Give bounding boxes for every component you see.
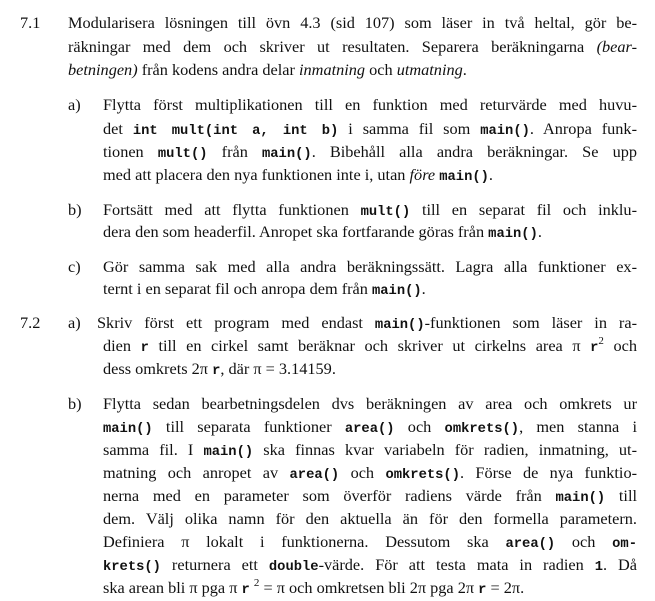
subtask-label: a) bbox=[68, 95, 81, 114]
subtask-label: b) bbox=[68, 200, 82, 219]
subtask-text-line: Definiera π lokalt i funktionerna. Dessutom ska area() och om- bbox=[103, 532, 637, 552]
exercise-text-line: betningen) från kodens andra delar inmatning och utmatning. bbox=[68, 60, 467, 79]
subtask-text-line: ternt i en separat fil och anropa dem från main(). bbox=[103, 279, 426, 299]
subtask-text-line: Fortsätt med att flytta funktionen mult() till en separat fil och inklu- bbox=[103, 200, 637, 220]
subtask-text-line: dera den som headerfil. Anropet ska fortfarande göras från main(). bbox=[103, 222, 542, 242]
subtask-text-line: krets() returnera ett double-värde. För att testa mata in radien 1. Då bbox=[103, 555, 638, 575]
exercise-number: 7.2 bbox=[20, 313, 41, 332]
subtask-text-line: nerna med en parameter som överför radiens värde från main() till bbox=[103, 486, 637, 506]
subtask-text-line: Flytta sedan bearbetningsdelen dvs beräkningen av area och omkrets ur bbox=[103, 394, 637, 413]
subtask-text-line: tionen mult() från main(). Bibehåll alla andra beräkningar. Se upp bbox=[103, 142, 637, 162]
subtask-text-line: med att placera den nya funktionen inte i, utan före main(). bbox=[103, 165, 493, 185]
subtask-text-line: Flytta först multiplikationen till en funktion med returvärde med huvu- bbox=[103, 95, 637, 114]
subtask-label: c) bbox=[68, 257, 81, 276]
subtask-text-line: Skriv först ett program med endast main()-funktionen som läser in ra- bbox=[97, 313, 637, 333]
subtask-text-line: samma fil. I main() ska finnas kvar variabeln för radien, inmatning, ut- bbox=[103, 440, 638, 460]
subtask-text-line: dem. Välj olika namn för den aktuella än för den formella parametern. bbox=[103, 509, 637, 528]
exercise-text-line: Modularisera lösningen till övn 4.3 (sid 107) som läser in två heltal, gör be- bbox=[68, 13, 637, 32]
subtask-text-line: ska arean bli π pga π r $^2$ = π och omkretsen bli 2π pga 2π r = 2π. bbox=[103, 576, 525, 598]
exercise-text-line: räkningar med dem och skriver ut resultaten. Separera beräkningarna (bear- bbox=[68, 37, 637, 56]
subtask-text-line: main() till separata funktioner area() och omkrets(), men stanna i bbox=[103, 417, 637, 437]
subtask-label: a) bbox=[68, 313, 81, 332]
exercise-number: 7.1 bbox=[20, 13, 41, 32]
subtask-text-line: dien r till en cirkel samt beräknar och skriver ut cirkelns area π $r^2$ och bbox=[103, 334, 637, 356]
subtask-label: b) bbox=[68, 394, 82, 413]
subtask-text-line: Gör samma sak med alla andra beräkningssätt. Lagra alla funktioner ex- bbox=[103, 257, 637, 276]
subtask-text-line: dess omkrets 2π r, där π = 3.14159. bbox=[103, 359, 336, 379]
subtask-text-line: matning och anropet av area() och omkrets(). Förse de nya funktio- bbox=[103, 463, 638, 483]
subtask-text-line: det int mult(int a, int b) i samma fil som main(). Anropa funk- bbox=[103, 119, 637, 139]
